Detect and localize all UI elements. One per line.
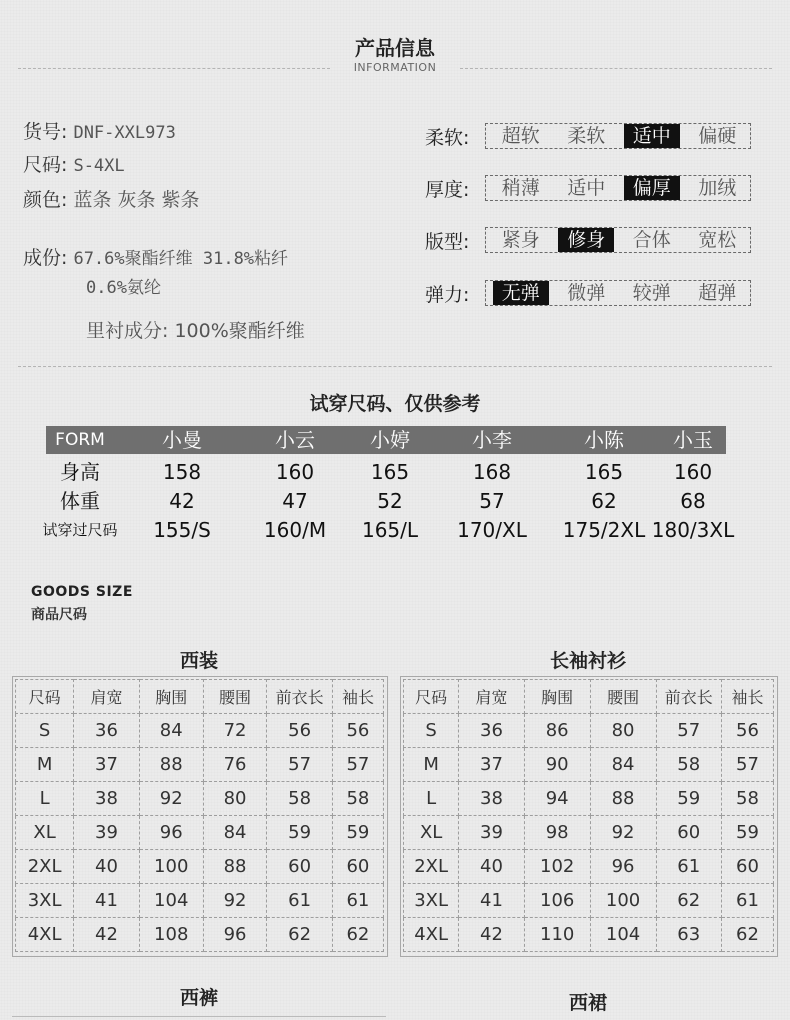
fit-cell: 42 bbox=[169, 489, 195, 513]
size-header-cell: 尺码 bbox=[16, 680, 74, 714]
size-cell: S bbox=[404, 714, 459, 748]
size-cell: 4XL bbox=[16, 918, 74, 952]
attribute-options bbox=[485, 280, 751, 306]
fit-header-bar bbox=[46, 426, 726, 454]
size-row bbox=[404, 816, 774, 850]
size-cell: 38 bbox=[459, 782, 524, 816]
size-header-cell: 胸围 bbox=[139, 680, 203, 714]
fit-row bbox=[20, 458, 760, 486]
size-row bbox=[16, 748, 384, 782]
size-cell: 80 bbox=[203, 782, 267, 816]
attribute-row bbox=[425, 121, 751, 151]
size-row bbox=[16, 816, 384, 850]
fit-cell: 175/2XL bbox=[562, 518, 646, 542]
color-label: 颜色: bbox=[23, 189, 68, 211]
attribute-options bbox=[485, 123, 751, 149]
attribute-option: 适中 bbox=[567, 177, 606, 199]
size-cell: 2XL bbox=[16, 850, 74, 884]
attribute-option: 紧身 bbox=[501, 229, 540, 251]
size-cell: 104 bbox=[590, 918, 656, 952]
size-value: S-4XL bbox=[73, 156, 125, 176]
size-cell: 57 bbox=[267, 748, 333, 782]
size-row bbox=[404, 714, 774, 748]
fit-cell: 52 bbox=[377, 489, 403, 513]
fit-header-name: 小云 bbox=[275, 428, 315, 452]
attribute-option-selected: 无弹 bbox=[493, 281, 549, 305]
size-cell: 92 bbox=[139, 782, 203, 816]
lining-line bbox=[86, 316, 305, 343]
size-cell: 38 bbox=[74, 782, 140, 816]
attribute-option: 偏硬 bbox=[698, 125, 737, 147]
page-subtitle: INFORMATION bbox=[353, 61, 437, 74]
size-cell: L bbox=[16, 782, 74, 816]
shirt-title: 长袖衬衫 bbox=[549, 650, 626, 672]
attribute-option: 宽松 bbox=[698, 229, 737, 251]
fit-row bbox=[20, 487, 760, 515]
fit-cell: 57 bbox=[479, 489, 505, 513]
skirt-title: 西裙 bbox=[568, 992, 607, 1014]
size-cell: XL bbox=[404, 816, 459, 850]
size-cell: 56 bbox=[722, 714, 774, 748]
color-value: 蓝条 灰条 紫条 bbox=[73, 189, 200, 211]
size-cell: M bbox=[404, 748, 459, 782]
fit-cell: 168 bbox=[472, 460, 512, 484]
size-cell: 58 bbox=[656, 748, 721, 782]
size-line bbox=[23, 150, 125, 177]
size-cell: 59 bbox=[722, 816, 774, 850]
attribute-option: 超弹 bbox=[698, 282, 737, 304]
size-cell: 37 bbox=[459, 748, 524, 782]
fit-cell: 47 bbox=[282, 489, 308, 513]
fit-header-name: 小婷 bbox=[370, 428, 410, 452]
size-cell: 94 bbox=[524, 782, 590, 816]
fit-cell: 155/S bbox=[153, 518, 211, 542]
size-header-cell: 袖长 bbox=[332, 680, 383, 714]
fit-header-name: 小李 bbox=[472, 428, 512, 452]
size-cell: L bbox=[404, 782, 459, 816]
color-line bbox=[23, 185, 200, 212]
size-cell: 4XL bbox=[404, 918, 459, 952]
goods-size-subtitle: 商品尺码 bbox=[31, 607, 87, 623]
size-cell: 84 bbox=[139, 714, 203, 748]
size-cell: 72 bbox=[203, 714, 267, 748]
fit-cell: 180/3XL bbox=[651, 518, 735, 542]
attribute-label: 厚度: bbox=[425, 178, 470, 201]
fit-cell: 160 bbox=[275, 460, 315, 484]
size-row bbox=[404, 918, 774, 952]
size-cell: 110 bbox=[524, 918, 590, 952]
attribute-label: 柔软: bbox=[425, 126, 470, 149]
attribute-row bbox=[425, 225, 751, 255]
size-cell: 60 bbox=[722, 850, 774, 884]
size-cell: 92 bbox=[590, 816, 656, 850]
fit-cell: 170/XL bbox=[457, 518, 527, 542]
size-header-cell: 前衣长 bbox=[656, 680, 721, 714]
size-cell: 108 bbox=[139, 918, 203, 952]
size-cell: 80 bbox=[590, 714, 656, 748]
fit-cell: 68 bbox=[680, 489, 706, 513]
size-cell: 88 bbox=[590, 782, 656, 816]
attribute-option: 较弹 bbox=[632, 282, 671, 304]
fit-cell: 160/M bbox=[263, 518, 327, 542]
size-header-row bbox=[404, 680, 774, 714]
size-cell: 61 bbox=[722, 884, 774, 918]
divider bbox=[12, 1016, 386, 1017]
size-cell: 92 bbox=[203, 884, 267, 918]
material-line bbox=[23, 243, 288, 270]
size-cell: 90 bbox=[524, 748, 590, 782]
size-cell: 60 bbox=[656, 816, 721, 850]
attribute-option: 超软 bbox=[501, 125, 540, 147]
size-cell: 3XL bbox=[404, 884, 459, 918]
size-row bbox=[404, 884, 774, 918]
size-cell: 84 bbox=[590, 748, 656, 782]
fit-row-label: 身高 bbox=[60, 460, 100, 484]
size-cell: 42 bbox=[74, 918, 140, 952]
size-cell: 59 bbox=[332, 816, 383, 850]
size-header-cell: 肩宽 bbox=[459, 680, 524, 714]
size-cell: 96 bbox=[139, 816, 203, 850]
size-cell: S bbox=[16, 714, 74, 748]
size-cell: 86 bbox=[524, 714, 590, 748]
attribute-option-selected: 修身 bbox=[558, 228, 614, 252]
size-cell: 41 bbox=[459, 884, 524, 918]
material-value-2: 0.6%氨纶 bbox=[86, 278, 161, 298]
size-cell: 36 bbox=[459, 714, 524, 748]
size-cell: 39 bbox=[74, 816, 140, 850]
fit-cell: 165 bbox=[584, 460, 624, 484]
size-cell: 62 bbox=[332, 918, 383, 952]
size-cell: 36 bbox=[74, 714, 140, 748]
attribute-option: 合体 bbox=[632, 229, 671, 251]
size-header-cell: 前衣长 bbox=[267, 680, 333, 714]
attribute-label: 弹力: bbox=[425, 283, 470, 306]
fit-row-label: 体重 bbox=[60, 489, 100, 513]
size-cell: 58 bbox=[332, 782, 383, 816]
fit-cell: 160 bbox=[673, 460, 713, 484]
attribute-options bbox=[485, 227, 751, 253]
size-header-cell: 腰围 bbox=[203, 680, 267, 714]
lining-value: 里衬成分: 100%聚酯纤维 bbox=[86, 320, 305, 342]
material-value-1: 67.6%聚酯纤维 31.8%粘纤 bbox=[73, 249, 289, 269]
attribute-option-selected: 适中 bbox=[624, 124, 680, 148]
size-cell: 61 bbox=[656, 850, 721, 884]
fit-row bbox=[20, 516, 760, 544]
attribute-row bbox=[425, 173, 751, 203]
size-cell: 2XL bbox=[404, 850, 459, 884]
attribute-option-selected: 偏厚 bbox=[624, 176, 680, 200]
size-cell: 102 bbox=[524, 850, 590, 884]
size-cell: 57 bbox=[722, 748, 774, 782]
size-cell: 62 bbox=[656, 884, 721, 918]
size-cell: 96 bbox=[203, 918, 267, 952]
page-title: 产品信息 bbox=[355, 36, 435, 60]
size-row bbox=[16, 884, 384, 918]
size-cell: 58 bbox=[722, 782, 774, 816]
size-header-cell: 袖长 bbox=[722, 680, 774, 714]
size-cell: 100 bbox=[590, 884, 656, 918]
size-cell: 98 bbox=[524, 816, 590, 850]
size-row bbox=[404, 850, 774, 884]
fit-header-name: 小陈 bbox=[584, 428, 624, 452]
suit-title: 西装 bbox=[179, 650, 218, 672]
divider bbox=[18, 366, 772, 367]
size-cell: 57 bbox=[656, 714, 721, 748]
size-cell: 88 bbox=[139, 748, 203, 782]
size-cell: XL bbox=[16, 816, 74, 850]
size-cell: 40 bbox=[74, 850, 140, 884]
size-cell: 96 bbox=[590, 850, 656, 884]
size-cell: 40 bbox=[459, 850, 524, 884]
size-cell: 60 bbox=[267, 850, 333, 884]
attribute-row bbox=[425, 278, 751, 308]
attribute-option: 微弹 bbox=[567, 282, 606, 304]
fit-title: 试穿尺码、仅供参考 bbox=[309, 393, 481, 415]
fit-cell: 165 bbox=[370, 460, 410, 484]
size-cell: 61 bbox=[332, 884, 383, 918]
size-cell: 59 bbox=[656, 782, 721, 816]
size-cell: 62 bbox=[722, 918, 774, 952]
goods-size-title: GOODS SIZE bbox=[31, 584, 133, 600]
size-row bbox=[404, 782, 774, 816]
size-cell: 57 bbox=[332, 748, 383, 782]
size-cell: 60 bbox=[332, 850, 383, 884]
size-header-cell: 肩宽 bbox=[74, 680, 140, 714]
size-row bbox=[404, 748, 774, 782]
fit-header-name: 小曼 bbox=[162, 428, 202, 452]
fit-cell: 62 bbox=[591, 489, 617, 513]
size-cell: 106 bbox=[524, 884, 590, 918]
size-cell: 76 bbox=[203, 748, 267, 782]
size-cell: 41 bbox=[74, 884, 140, 918]
size-cell: 58 bbox=[267, 782, 333, 816]
size-cell: 63 bbox=[656, 918, 721, 952]
sku-label: 货号: bbox=[23, 121, 68, 143]
size-header-cell: 尺码 bbox=[404, 680, 459, 714]
size-cell: 88 bbox=[203, 850, 267, 884]
material-line-2 bbox=[86, 273, 161, 298]
size-cell: 56 bbox=[332, 714, 383, 748]
shirt-size-table bbox=[403, 679, 774, 952]
fit-cell: 158 bbox=[162, 460, 202, 484]
size-cell: M bbox=[16, 748, 74, 782]
fit-header-form: FORM bbox=[55, 430, 105, 450]
attribute-label: 版型: bbox=[425, 230, 470, 253]
size-header-row bbox=[16, 680, 384, 714]
attribute-options bbox=[485, 175, 751, 201]
size-row bbox=[16, 850, 384, 884]
size-cell: 100 bbox=[139, 850, 203, 884]
size-cell: 84 bbox=[203, 816, 267, 850]
material-label: 成份: bbox=[23, 247, 68, 269]
attribute-option: 加绒 bbox=[698, 177, 737, 199]
pants-title: 西裤 bbox=[179, 987, 218, 1009]
fit-row-label: 试穿过尺码 bbox=[42, 521, 118, 539]
size-cell: 59 bbox=[267, 816, 333, 850]
attribute-option: 稍薄 bbox=[501, 177, 540, 199]
size-row bbox=[16, 782, 384, 816]
size-cell: 61 bbox=[267, 884, 333, 918]
size-cell: 56 bbox=[267, 714, 333, 748]
size-cell: 39 bbox=[459, 816, 524, 850]
fit-header-name: 小玉 bbox=[673, 428, 713, 452]
size-cell: 104 bbox=[139, 884, 203, 918]
size-row bbox=[16, 918, 384, 952]
size-header-cell: 胸围 bbox=[524, 680, 590, 714]
size-label: 尺码: bbox=[23, 154, 68, 176]
size-cell: 62 bbox=[267, 918, 333, 952]
size-cell: 3XL bbox=[16, 884, 74, 918]
attribute-option: 柔软 bbox=[567, 125, 606, 147]
fit-cell: 165/L bbox=[361, 518, 419, 542]
size-cell: 37 bbox=[74, 748, 140, 782]
size-cell: 42 bbox=[459, 918, 524, 952]
size-header-cell: 腰围 bbox=[590, 680, 656, 714]
suit-size-table bbox=[15, 679, 384, 952]
size-row bbox=[16, 714, 384, 748]
sku-line bbox=[23, 117, 176, 144]
sku-value: DNF-XXL973 bbox=[73, 123, 176, 143]
